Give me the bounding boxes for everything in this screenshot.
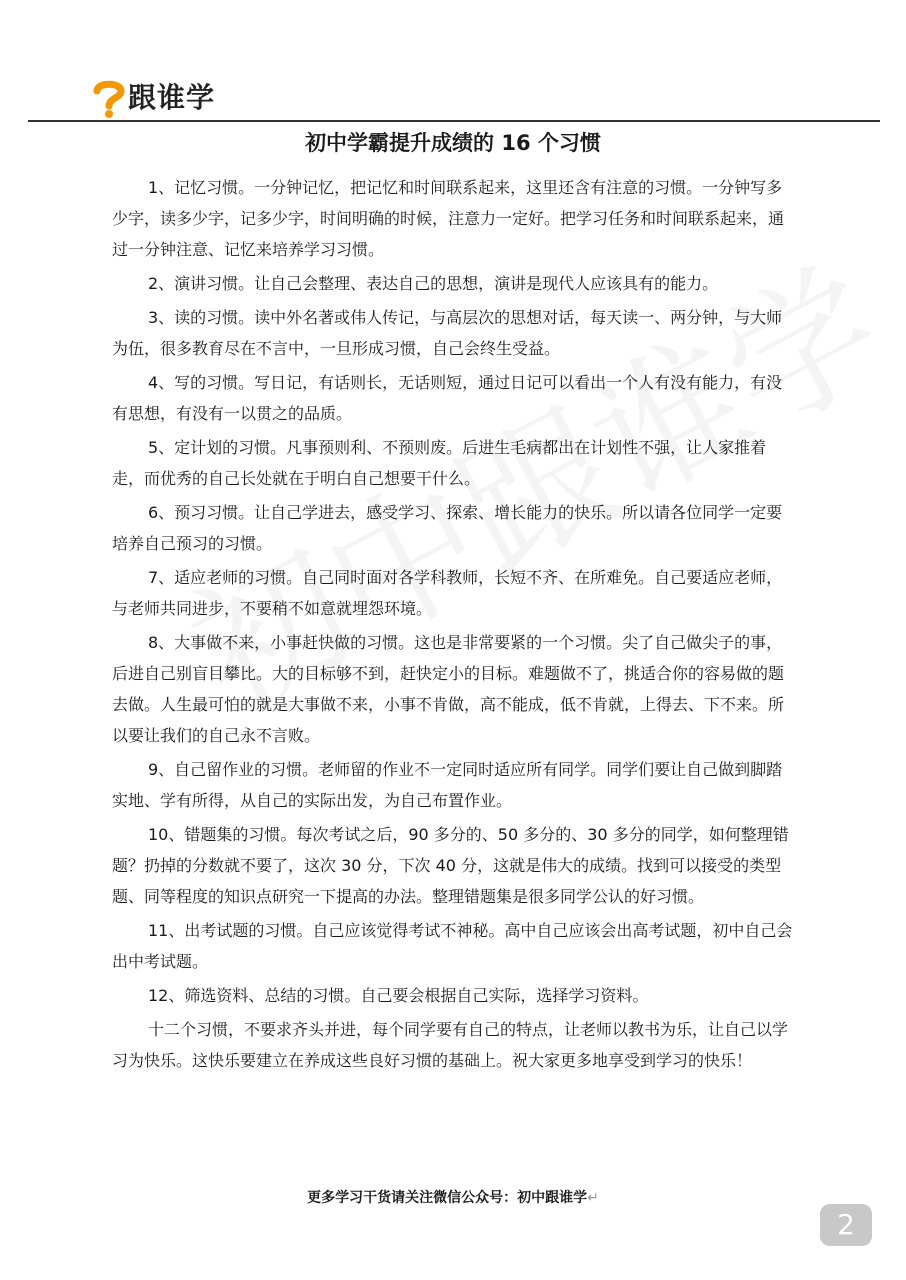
habit-paragraph: 1、记忆习惯。一分钟记忆，把记忆和时间联系起来，这里还含有注意的习惯。一分钟写多少字，读多少字，记多少字，时间明确的时候，注意力一定好。把学习任务和时间联系起来，通过一分钟注意、记忆来培养学习习惯。 — [112, 178, 785, 259]
habit-paragraph: 12、筛选资料、总结的习惯。自己要会根据自己实际，选择学习资料。 — [148, 986, 649, 1005]
page-number-badge: 2 — [820, 1204, 872, 1246]
habit-paragraph: 11、出考试题的习惯。自己应该觉得考试不神秘。高中自己应该会出高考试题，初中自己会出中考试题。 — [112, 921, 793, 971]
return-mark-icon: ↵ — [587, 1190, 599, 1206]
habit-paragraph: 4、写的习惯。写日记，有话则长，无话则短，通过日记可以看出一个人有没有能力，有没有思想，有没有一以贯之的品质。 — [112, 373, 783, 423]
habit-paragraph: 9、自己留作业的习惯。老师留的作业不一定同时适应所有同学。同学们要让自己做到脚踏实地、学有所得，从自己的实际出发，为自己布置作业。 — [112, 760, 783, 810]
habit-paragraph: 3、读的习惯。读中外名著或伟人传记，与高层次的思想对话，每天读一、两分钟，与大师为伍，很多教育尽在不言中，一旦形成习惯，自己会终生受益。 — [112, 308, 783, 358]
habit-paragraph: 6、预习习惯。让自己学进去，感受学习、探索、增长能力的快乐。所以请各位同学一定要培养自己预习的习惯。 — [112, 503, 783, 553]
footer-text: 更多学习干货请关注微信公众号：初中跟谁学 — [307, 1190, 588, 1206]
habit-paragraph: 2、演讲习惯。让自己会整理、表达自己的思想，演讲是现代人应该具有的能力。 — [148, 274, 719, 293]
habit-paragraph: 5、定计划的习惯。凡事预则利、不预则废。后进生毛病都出在计划性不强，让人家推着走，而优秀的自己长处就在于明白自己想要干什么。 — [112, 438, 767, 488]
habit-paragraph: 7、适应老师的习惯。自己同时面对各学科教师，长短不齐、在所难免。自己要适应老师，与老师共同进步，不要稍不如意就埋怨环境。 — [112, 568, 783, 618]
habit-paragraph: 8、大事做不来，小事赶快做的习惯。这也是非常要紧的一个习惯。尖了自己做尖子的事，后进自己别盲目攀比。大的目标够不到，赶快定小的目标。难题做不了，挑适合你的容易做的题去做。人生最可怕的就是大事做不来，小事不肯做，高不能成，低不肯就，上得去、下不来。所以要让我们的自己永不言败。 — [112, 633, 785, 745]
question-mark-icon — [92, 78, 126, 118]
article-body — [112, 172, 796, 1079]
footer-note — [0, 1186, 906, 1210]
conclusion-paragraph: 十二个习惯，不要求齐头并进，每个同学要有自己的特点，让老师以教书为乐，让自己以学习为快乐。这快乐要建立在养成这些良好习惯的基础上。祝大家更多地享受到学习的快乐！ — [112, 1020, 789, 1070]
habit-paragraph: 10、错题集的习惯。每次考试之后，90 多分的、50 多分的、30 多分的同学，如何整理错题？扔掉的分数就不要了，这次 30 分，下次 40 分，这就是伟大的成绩。找到可以接受的类型题、同等程度的知识点研究一下提高的办法。整理错题集是很多同学公认的好习惯。 — [112, 825, 789, 906]
header-divider — [28, 120, 880, 122]
brand-logo — [92, 78, 215, 118]
logo-text: 跟谁学 — [128, 81, 216, 114]
page-title: 初中学霸提升成绩的 16 个习惯 — [305, 131, 601, 155]
